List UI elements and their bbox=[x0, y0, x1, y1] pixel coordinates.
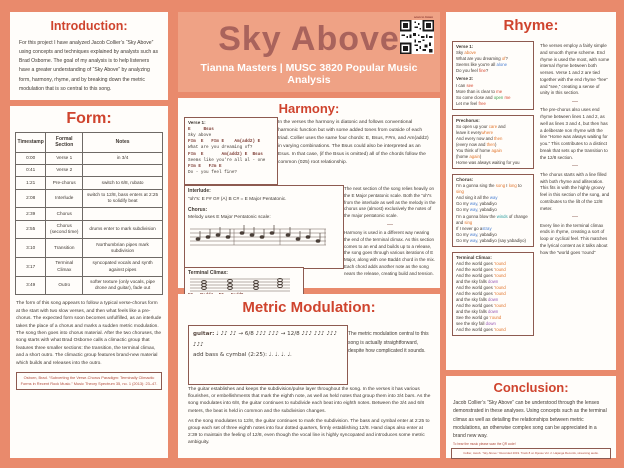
rhyme-word: way bbox=[469, 237, 478, 243]
lyric-line: And the world goes 'round bbox=[456, 327, 506, 333]
rhyme-paragraphs bbox=[540, 43, 610, 256]
form-table-cell: 0:00 bbox=[16, 152, 46, 164]
lyric-box bbox=[452, 115, 534, 169]
chord-line: F#m E Am(add2) E Bsus bbox=[188, 151, 263, 157]
introduction-heading: Introduction: bbox=[50, 19, 128, 33]
form-table-cell: Northumbrian pipes mark subdivision bbox=[83, 239, 163, 258]
conclusion-heading: Conclusion: bbox=[493, 380, 569, 395]
form-table-cell: Terminal Climax bbox=[46, 257, 83, 276]
form-table-cell: Transition bbox=[46, 239, 83, 258]
rhyme-word: see bbox=[466, 82, 474, 88]
metric-paragraph-1: The guitar establishes and keeps the subdivision/pulse layer throughout the song. In the verses it has various flourishes, or embellishments that mark the eighth note, as well as held notes that group them into 3/4 bars. As the song modulates into 6/8, the guitar continues to subdivide each beat into eighth notes. Between the 3/4 and 6/8 meters, the beat is held in common and the subdivision changes. bbox=[188, 387, 431, 414]
lyric-line: Sky above bbox=[188, 132, 212, 138]
form-table-header-row bbox=[16, 133, 163, 153]
rhyme-word: long bbox=[508, 183, 517, 189]
lyric-line: Go my way, yabadiyo bbox=[456, 231, 497, 237]
form-table-header: Notes bbox=[83, 133, 163, 153]
rhyme-word: then bbox=[486, 142, 495, 148]
rhyme-word: open bbox=[493, 94, 504, 100]
lyric-line: You think of home again bbox=[456, 148, 502, 154]
form-table-cell: syncopated vocals and synth against pipes bbox=[83, 257, 163, 276]
qr-code-icon bbox=[400, 20, 434, 54]
verse-title: Verse 1: bbox=[188, 120, 206, 125]
lyric-line: and the sky falls down bbox=[456, 296, 499, 302]
guitar-label: guitar: bbox=[193, 331, 215, 337]
form-table-cell: Verse 2 bbox=[46, 164, 83, 176]
lyric-line: Go my way, yabadiyo bbox=[456, 201, 497, 207]
lyric-line: And the world goes 'round bbox=[456, 266, 506, 272]
form-citation: Osborn, Brad. “Subverting the Verse-Chorus Paradigm: Terminally Climactic Forms in Recent Rock Music.” Music Theory Spectrum 35, no. 1 (2013): 23–47. bbox=[16, 372, 162, 390]
rhyme-word: 'round bbox=[493, 327, 506, 333]
lyric-line: Home was always waiting for you bbox=[456, 160, 520, 166]
qr-label: scan to listen bbox=[413, 15, 433, 19]
introduction-panel bbox=[10, 12, 168, 100]
form-table-row bbox=[16, 152, 163, 164]
lyric-line: And every now and then bbox=[456, 136, 503, 142]
conclusion-citation: Collier, Jacob. “Sky Above.” Recorded 2019. Track 8 on Djesse Vol. 2. Hajanga Records, streaming audio. bbox=[451, 448, 611, 458]
rhyme-word: 'round bbox=[493, 260, 506, 266]
rhyme-paragraph: Every line in the terminal climax ends in rhyme, creating a sort of loop or cyclical feel. This matches the lyrical content as it talks about how the “world goes ’round” bbox=[540, 222, 608, 255]
lyric-line: Seems like you're all al - one bbox=[188, 157, 266, 163]
interlude-chorus-box bbox=[184, 185, 344, 269]
rhyme-word: down bbox=[488, 309, 499, 314]
chord-line: F#m E F#m E Am(add2) E bbox=[188, 139, 261, 145]
form-table-row bbox=[16, 208, 163, 220]
metric-sidenote: The metric modulation central to this song is actually straightforward, despite how complicated it sounds. bbox=[348, 331, 429, 354]
form-table-cell: Interlude bbox=[46, 189, 83, 208]
rhyme-word: again bbox=[491, 148, 502, 154]
lyric-box-title: Chorus: bbox=[456, 177, 474, 183]
harmony-paragraph-3: Harmony is used in a different way nearing the end of the terminal climax. As this section comes to an end and builds up to a release, the song goes through various iterations of E Major, along with one Badd4 chord in the mix. Each chord adds another note as the song nears the release, creating build and tension. bbox=[344, 230, 436, 276]
rhyme-word: then bbox=[493, 136, 503, 142]
lyric-line: I'm a gonna blow the winds of change and sing bbox=[456, 213, 528, 225]
chord-line: E Bsus bbox=[188, 126, 214, 132]
form-table-cell bbox=[83, 208, 163, 220]
lyric-line: What are you dreaming of? bbox=[188, 145, 253, 151]
harmony-paragraph-2: The next section of the song relies heavily on the E Major pentatonic scale. Both the “oh”s from the interlude as well as the melody in the chorus use (almost) exclusively the notes of the major pentatonic scale. bbox=[344, 186, 436, 218]
form-table-cell: Pre-chorus bbox=[46, 177, 83, 189]
divider: — bbox=[572, 99, 578, 105]
lyric-line: I can see bbox=[456, 82, 474, 88]
rhyme-word: 'round bbox=[493, 302, 506, 308]
rhyme-word: care bbox=[488, 124, 498, 130]
lyric-box bbox=[452, 41, 534, 110]
form-table-cell: 3:49 bbox=[16, 276, 46, 295]
divider: — bbox=[572, 163, 578, 170]
lyric-box bbox=[452, 174, 534, 246]
metric-modulation-notation-box bbox=[188, 325, 348, 385]
lyric-line: Go my way, yabadiyo (say yabadiyo) bbox=[456, 237, 526, 243]
form-table-row bbox=[16, 239, 163, 258]
terminal-climax-notation bbox=[188, 277, 292, 292]
introduction-body: For this project I have analyzed Jacob Collier’s “Sky Above” using concepts and techniques explained by analysts such as Brad Osborne. The goal of my analysis is to help listeners have a greater understanding of “Sky Above” by analyzing form, harmony, rhyme, and by breaking down the metric modulation that is so central to this song. bbox=[19, 40, 159, 92]
harmony-paragraph-1: In the verses the harmony is diatonic and follows conventional harmonic function but with some added tones from outside of each triad. Collier uses the same four chords: E, Bsus, F#m, and Am(add2) in varying combinations. The Bsus could also be interpreted as an Esus. In that case, (if the Bsus is omitted) all of the chords follow the common (025) root relationship. bbox=[278, 120, 429, 165]
form-table-cell: in 3/4 bbox=[83, 152, 163, 164]
form-body: The form of this song appears to follow a typical verse-chorus form at the start with two slow verses, and then what feels like a pre-chorus. The expected form soon becomes unfulfilled, as an interlude takes the place of a chorus and marks a sudden metric modulation. The song then goes into chorus material. After the two choruses, the song starts with what Brad Osborne calls a climactic group that features three smaller sections: the transition, the terminal climax, and a short outro. The climactic group features brand-new material which builds and releases into the outro. bbox=[16, 301, 162, 366]
lyric-line: see the sky fall down bbox=[456, 321, 496, 327]
form-table-cell: Outro bbox=[46, 276, 83, 295]
rhyme-paragraph: The verses employ a fairly simple and smooth rhyme scheme. End rhyme is used the most, with some internal rhyme between both verses. Verse 1 and 2 are tied together with the end rhyme “free” and “see,” creating a sense of unity in this section. bbox=[540, 43, 610, 96]
rhyme-heading: Rhyme: bbox=[503, 17, 559, 34]
chord-line: F#m E F#m E bbox=[188, 163, 222, 169]
rhyme-word: down bbox=[488, 296, 499, 302]
rhyme-word: winds bbox=[496, 213, 508, 219]
lyric-box-title: Prechorus: bbox=[456, 117, 480, 123]
lyric-line: See the world go 'round bbox=[456, 315, 502, 321]
rhyme-word: stray bbox=[482, 225, 492, 231]
rhyme-word: me bbox=[504, 94, 511, 100]
rhyme-word: above bbox=[464, 50, 477, 56]
harmony-heading: Harmony: bbox=[278, 101, 340, 116]
metric-paragraph-2: As the song modulates to 12/8, the guitar continues to mark the subdivision. The bass and cymbal enter at 2:25 to group each set of three eighth notes into four dotted quarters, firmly establishing 12/8. Hand claps also enter at 2:39 to maintain the feeling of 12/8, even though the vocal line is highly syncopated and introduces some metric ambiguity. bbox=[188, 418, 430, 446]
form-table-cell: 2:08 bbox=[16, 189, 46, 208]
rhyme-word: sing bbox=[456, 189, 464, 195]
rhyme-panel bbox=[446, 12, 616, 370]
lyric-line: What are you dreaming of? bbox=[456, 56, 508, 62]
form-table-row bbox=[16, 257, 163, 276]
lyric-line: (every now and then) bbox=[456, 142, 497, 148]
form-table-cell: Chorus bbox=[46, 208, 83, 220]
lyric-line: and the sky falls down bbox=[456, 309, 499, 314]
form-table-cell: switch to 6/8, rubato bbox=[83, 177, 163, 189]
metric-body bbox=[188, 386, 432, 450]
lyric-line: leave it everywhere bbox=[456, 130, 494, 136]
rhyme-word: song bbox=[495, 183, 506, 189]
rhyme-word: way bbox=[469, 231, 478, 237]
lyric-line: So come close and open me bbox=[456, 94, 511, 100]
lyric-line: And the world goes 'round bbox=[456, 302, 506, 308]
form-table-cell: drums enter to mark subdivision bbox=[83, 220, 163, 239]
guitar-rhythm-line bbox=[193, 329, 343, 350]
rhyme-word: way bbox=[469, 207, 478, 213]
rhyme-lyric-boxes bbox=[452, 41, 534, 336]
rhyme-word: 'round bbox=[493, 272, 506, 278]
rhyme-word: down bbox=[485, 321, 496, 327]
form-table-cell: 2:39 bbox=[16, 208, 46, 220]
lyric-box-title: Verse 1: bbox=[456, 44, 474, 49]
form-table-cell: Chorus (second time) bbox=[46, 220, 83, 239]
lyric-box-title: Verse 2: bbox=[456, 76, 474, 82]
poster-title: Sky Above bbox=[218, 20, 400, 58]
lyric-line: Let me feel free bbox=[456, 100, 486, 106]
lyric-line: Do you feel fine? bbox=[456, 68, 489, 74]
form-table-cell: Verse 1 bbox=[46, 152, 83, 164]
form-table-cell: 0:41 bbox=[16, 164, 46, 176]
form-table-cell: switch to 12/8, bass enters at 2:25 to solidify beat bbox=[83, 189, 163, 208]
interlude-notes: “oh”s: E F# G# (A) B C# = E Major Pentatonic. bbox=[188, 196, 287, 202]
lyric-line: (home again) bbox=[456, 154, 482, 160]
rhyme-word: of bbox=[501, 56, 506, 62]
lyric-box bbox=[452, 252, 534, 336]
lyric-line: Sky above bbox=[456, 50, 477, 56]
rhyme-word: fine bbox=[478, 68, 486, 74]
divider: — bbox=[387, 221, 393, 228]
lyric-line: If I never go astray bbox=[456, 225, 492, 231]
rhyme-word: free bbox=[478, 100, 486, 106]
rhyme-word: 'round bbox=[493, 284, 506, 290]
form-heading: Form: bbox=[66, 110, 112, 127]
lyric-line: Seems like you're all alone bbox=[456, 62, 507, 68]
rhyme-word: again bbox=[469, 154, 480, 160]
chorus-title: Chorus: bbox=[188, 206, 208, 213]
form-table-row bbox=[16, 177, 163, 189]
lyric-line: And sing it all the way bbox=[456, 195, 498, 201]
title-panel bbox=[178, 12, 440, 92]
terminal-climax-title: Terminal Climax: bbox=[188, 270, 228, 276]
interlude-title: Interlude: bbox=[188, 188, 211, 194]
chorus-notes: Melody uses E Major Pentatonic scale: bbox=[188, 215, 271, 221]
rhyme-word: down bbox=[488, 278, 499, 284]
lyric-line: And the world goes 'round bbox=[456, 272, 506, 278]
verse1-chord-chart bbox=[184, 117, 278, 185]
divider: — bbox=[572, 214, 578, 221]
harmony-paragraphs-2-3 bbox=[344, 186, 436, 277]
lyric-line: Go my way, yabadiyo bbox=[456, 207, 497, 213]
form-table-row bbox=[16, 220, 163, 239]
rhyme-word: 'round bbox=[493, 290, 506, 296]
rhyme-word: 'round bbox=[489, 315, 502, 321]
lyric-line: So open up your care and bbox=[456, 124, 506, 130]
guitar-rhythm-glyphs: ♩ ♪♪ ♪♪ → 6/8 ♪♪♪ ♪♪♪ → 12/8 ♪♪♪ ♪♪♪ ♪♪♪ ♪♪♪ bbox=[193, 331, 338, 348]
form-table-cell bbox=[83, 164, 163, 176]
metric-modulation-panel bbox=[178, 294, 440, 458]
bass-rhythm-line: add bass & cymbal (2:25): ♩. ♩. ♩. ♩. bbox=[193, 352, 292, 359]
form-table-row bbox=[16, 189, 163, 208]
rhyme-word: where bbox=[481, 130, 494, 136]
form-table-header: Formal Section bbox=[46, 133, 83, 153]
rhyme-paragraph: The chorus starts with a line filled with both rhyme and alliteration. This fits in with the highly groovy feel in this section of the song, and contributes to the lilt of the 12/8 meter. bbox=[540, 171, 610, 211]
form-table-cell: 3:10 bbox=[16, 239, 46, 258]
lyric-line: And the world goes 'round bbox=[456, 290, 506, 296]
harmony-panel bbox=[178, 98, 440, 288]
conclusion-panel bbox=[446, 376, 616, 458]
chorus-melody-notation bbox=[188, 224, 328, 250]
lyric-line: Do - you feel fine? bbox=[188, 170, 237, 176]
rhyme-word: sing bbox=[464, 219, 473, 225]
conclusion-body: Jacob Collier’s “Sky Above” can be understood through the lenses demonstrated in these analyses. Using concepts such as the terminal climax as well as detailing the relationships between metric modulations, an otherwise complex song can be appreciated in a brand new way. bbox=[453, 400, 607, 439]
form-table-cell: 3:17 bbox=[16, 257, 46, 276]
form-table-cell: softer texture (only vocals, pipe drone and guitar), fade out bbox=[83, 276, 163, 295]
form-table-header: Timestamp bbox=[16, 133, 46, 153]
rhyme-word: 'round bbox=[493, 266, 506, 272]
form-panel bbox=[10, 106, 168, 458]
form-table-cell: 2:55 bbox=[16, 220, 46, 239]
rhyme-word: way bbox=[489, 195, 498, 201]
lyric-line: I'm a gonna sing the song I long to sing bbox=[456, 183, 522, 195]
lyric-line: More than is clear to me bbox=[456, 88, 503, 94]
rhyme-word: alone bbox=[496, 62, 507, 68]
poster-subtitle: Tianna Masters | MUSC 3820 Popular Music Analysis bbox=[200, 62, 418, 86]
metric-modulation-heading: Metric Modulation: bbox=[242, 299, 376, 316]
form-table bbox=[15, 132, 163, 295]
rhyme-paragraph: The pre-chorus also uses end rhyme between lines 1 and 2, as well as lines 3 and 4, but then has a deliberate non rhyme with the line “Home was always waiting for you.” This contributes to a distinct break that sets up the transition to the 12/8 section. bbox=[540, 107, 608, 160]
form-table-cell: 1:21 bbox=[16, 177, 46, 189]
lyric-line: And the world goes 'round bbox=[456, 284, 506, 290]
rhyme-word: way bbox=[469, 201, 478, 207]
rhyme-word: me bbox=[496, 88, 503, 94]
form-table-row bbox=[16, 276, 163, 295]
lyric-line: and the sky falls down bbox=[456, 278, 499, 284]
conclusion-note: To hear the music please scan the QR code! bbox=[453, 442, 516, 447]
lyric-line: And the world goes 'round bbox=[456, 260, 506, 266]
form-table-row bbox=[16, 164, 163, 176]
lyric-box-title: Terminal Climax: bbox=[456, 254, 492, 260]
